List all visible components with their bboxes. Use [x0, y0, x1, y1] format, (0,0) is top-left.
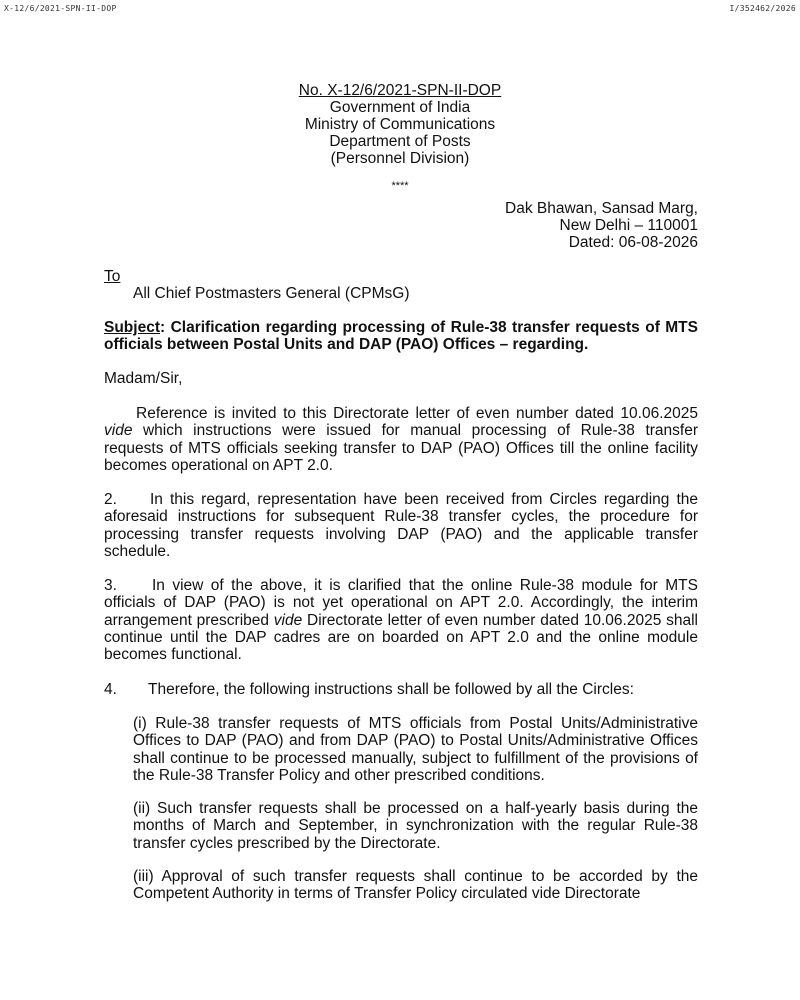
paragraph-4 — [104, 681, 698, 698]
address-line-1: Dak Bhawan, Sansad Marg, — [505, 200, 698, 217]
paragraph-3-text-a: In view of the above, it is clarified that the online Rule-38 module for MTS officials of DAP (PAO) is not yet operational on APT 2.0. Accordingly, the interim arrangement prescribed — [104, 577, 698, 629]
instruction-iii: (iii) Approval of such transfer requests shall continue to be accorded by the Competent Authority in terms of Transfer Policy circulated vide Directorate — [133, 868, 698, 903]
document-id-header: I/352462/2026 — [729, 4, 796, 13]
sender-address — [505, 200, 698, 251]
paragraph-4-number: 4. — [104, 681, 117, 698]
salutation: Madam/Sir, — [104, 370, 183, 387]
paragraph-4-text: Therefore, the following instructions shall be followed by all the Circles: — [148, 681, 634, 698]
subject-line — [104, 319, 698, 353]
paragraph-2-text: In this regard, representation have been received from Circles regarding the aforesaid instructions for subsequent Rule-38 transfer cycles, the procedure for processing transfer requests involving DAP (PAO) and the applicable transfer schedule. — [104, 491, 698, 560]
instruction-i: (i) Rule-38 transfer requests of MTS officials from Postal Units/Administrative Offices to DAP (PAO) and from DAP (PAO) to Postal Units/Administrative Offices shall continue to be processed manually, subject to fulfillment of the provisions of the Rule-38 Transfer Policy and other prescribed conditions. — [133, 715, 698, 784]
addressee: All Chief Postmasters General (CPMsG) — [133, 285, 410, 302]
to-label: To — [104, 268, 121, 285]
paragraph-1-text-a: Reference is invited to this Directorate letter of even number dated 10.06.2025 — [136, 405, 698, 422]
letterhead-ministry: Ministry of Communications — [304, 116, 496, 133]
paragraph-1-vide: vide — [104, 422, 133, 440]
paragraph-3-vide: vide — [273, 611, 303, 629]
subject-text: : Clarification regarding processing of Rule-38 transfer requests of MTS officials between Postal Units and DAP (PAO) Offices – regarding. — [104, 319, 698, 353]
separator-stars: **** — [391, 180, 409, 192]
address-line-2: New Delhi – 110001 — [559, 217, 698, 234]
letterhead-division: (Personnel Division) — [330, 150, 470, 167]
subject-label: Subject — [104, 319, 160, 336]
paragraph-2-number: 2. — [104, 491, 117, 508]
paragraph-2 — [104, 491, 698, 560]
paragraph-1-text-b: which instructions were issued for manual processing of Rule-38 transfer requests of MTS officials seeking transfer to DAP (PAO) Offices till the online facility becomes operational on APT 2.0. — [104, 422, 698, 474]
paragraph-3-number: 3. — [104, 577, 117, 594]
reference-number: No. X-12/6/2021-SPN-II-DOP — [298, 82, 502, 99]
paragraph-1 — [104, 405, 698, 474]
paragraph-3-text-b: Directorate letter of even number dated 10.06.2025 shall continue until the DAP cadres are on boarded on APT 2.0 and the online module becomes functional. — [104, 611, 698, 664]
instruction-ii: (ii) Such transfer requests shall be processed on a half-yearly basis during the months of March and September, in synchronization with the regular Rule-38 transfer cycles prescribed by the Directorate. — [133, 800, 698, 852]
letterhead-government: Government of India — [329, 99, 471, 116]
letterhead-department: Department of Posts — [329, 133, 471, 150]
date-line: Dated: 06-08-2026 — [568, 234, 698, 251]
file-number-header: X-12/6/2021-SPN-II-DOP — [4, 4, 117, 13]
paragraph-3 — [104, 577, 698, 663]
letterhead — [0, 82, 800, 167]
